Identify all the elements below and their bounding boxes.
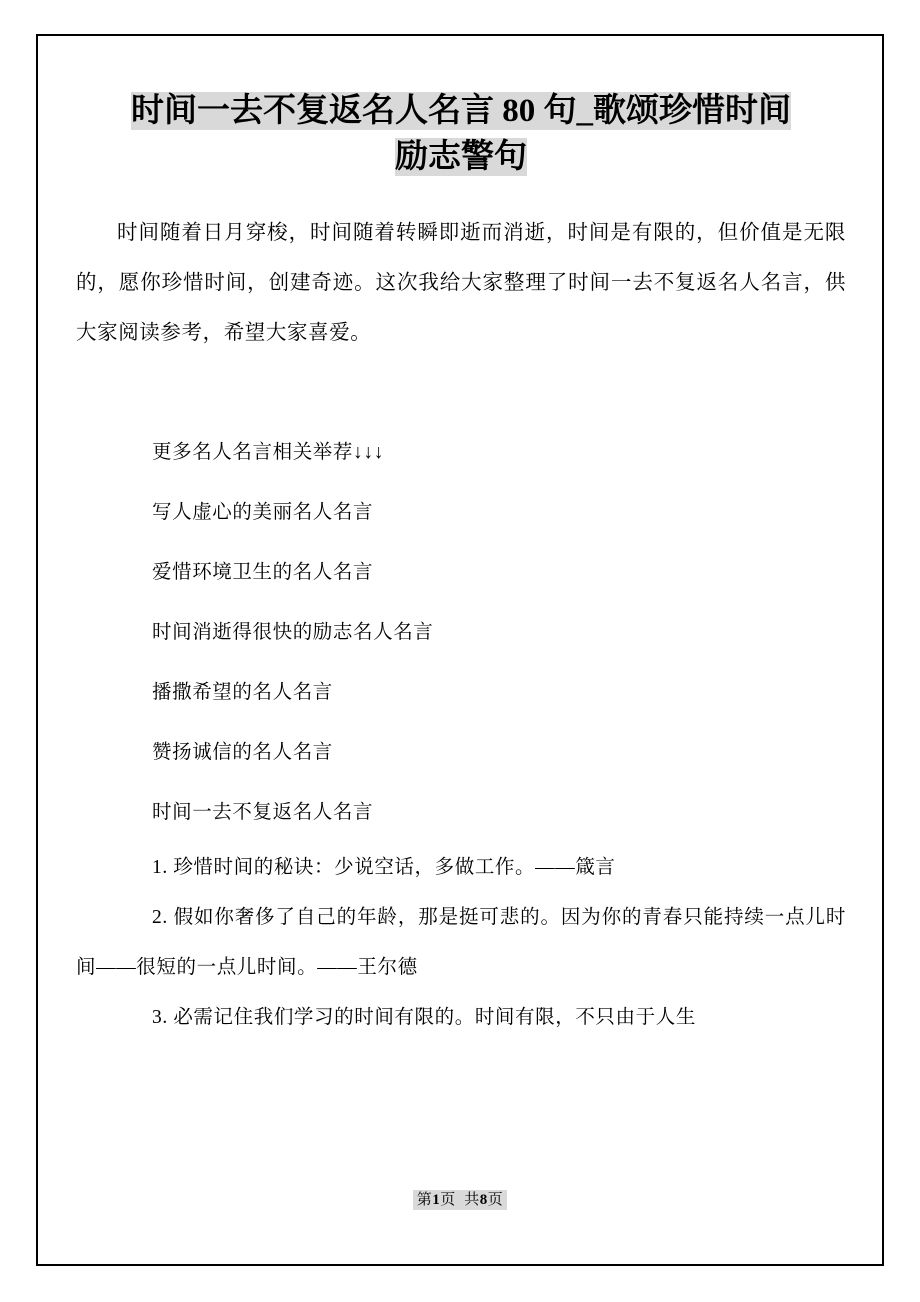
footer-suffix: 页	[487, 1192, 504, 1208]
list-item	[76, 993, 846, 1043]
footer-mid: 页	[440, 1192, 456, 1208]
page-footer-label	[413, 1190, 508, 1210]
related-link-3[interactable]: 时间消逝得很快的励志名人名言	[152, 621, 434, 643]
footer-total-pages: 8	[479, 1192, 488, 1208]
related-link-0: 更多名人名言相关举荐↓↓↓	[152, 441, 385, 463]
footer-prefix: 第	[416, 1192, 433, 1208]
list-item-number: 1.	[152, 856, 168, 878]
list-item-text: 珍惜时间的秘诀：少说空话，多做工作。——箴言	[173, 856, 616, 878]
related-link-2[interactable]: 爱惜环境卫生的名人名言	[152, 561, 374, 583]
list-item-text: 假如你奢侈了自己的年龄，那是挺可悲的。因为你的青春只能持续一点儿时间——很短的一点儿时间。——王尔德	[76, 906, 846, 978]
related-link-4[interactable]: 播撒希望的名人名言	[152, 681, 333, 703]
list-item-number: 2.	[152, 906, 168, 928]
related-link-1[interactable]: 写人虚心的美丽名人名言	[152, 501, 374, 523]
vertical-spacer	[76, 379, 846, 423]
related-link-5[interactable]: 赞扬诚信的名人名言	[152, 741, 333, 763]
footer-page-number: 1	[432, 1192, 441, 1208]
intro-paragraph: 时间随着日月穿梭，时间随着转瞬即逝而消逝，时间是有限的，但价值是无限的，愿你珍惜时间，创建奇迹。这次我给大家整理了时间一去不复返名人名言，供大家阅读参考，希望大家喜爱。	[76, 222, 846, 344]
list-item-text: 必需记住我们学习的时间有限的。时间有限，不只由于人生	[173, 1006, 696, 1028]
page-title	[76, 88, 846, 180]
document-content	[76, 88, 846, 1043]
page-footer	[0, 1188, 920, 1209]
list-item	[76, 843, 846, 893]
footer-total-label: 共	[464, 1192, 480, 1208]
list-item	[76, 893, 846, 993]
list-item-number: 3.	[152, 1006, 168, 1028]
page-title-line-2: 励志警句	[395, 139, 527, 175]
page-title-line-1: 时间一去不复返名人名言 80 句_歌颂珍惜时间	[131, 93, 791, 129]
related-link-6[interactable]: 时间一去不复返名人名言	[152, 801, 374, 823]
